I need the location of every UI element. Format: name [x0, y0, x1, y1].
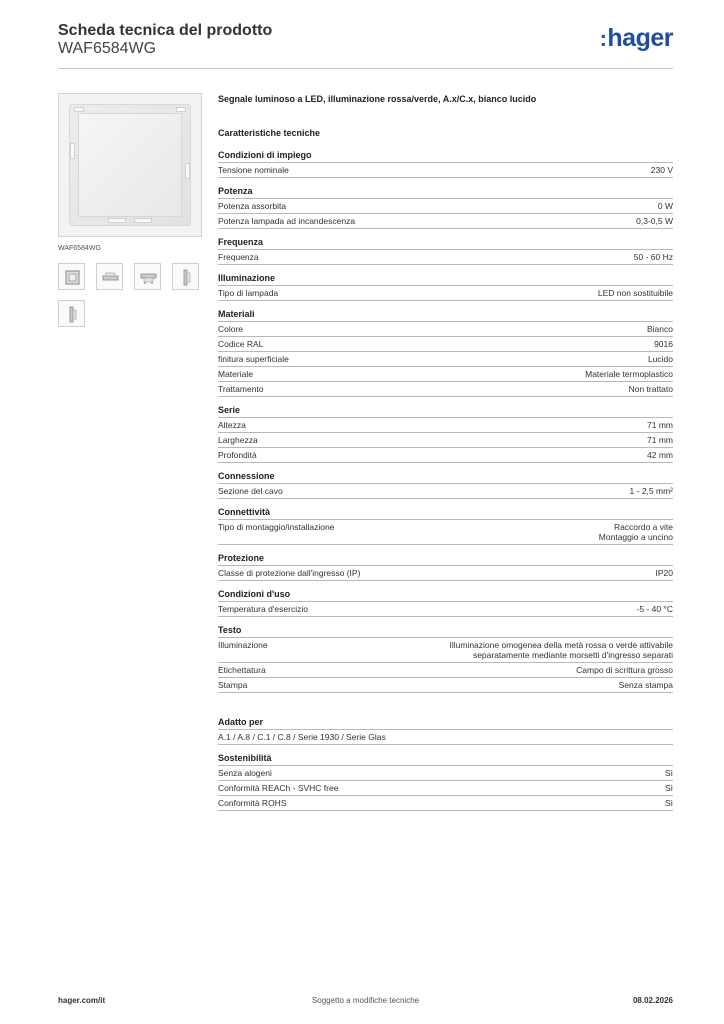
spec-label: Potenza assorbita [218, 201, 287, 211]
spec-value-line: Senza stampa [618, 680, 673, 690]
spec-row [218, 602, 673, 617]
spec-row [218, 781, 673, 796]
spec-label: Etichettatura [218, 665, 266, 675]
spec-label: Tipo di montaggio/installazione [218, 522, 335, 532]
header-divider [58, 68, 673, 69]
group-title: Potenza [218, 184, 673, 199]
spec-groups [218, 148, 673, 811]
spec-value-line: Illuminazione omogenea della metà rossa o verde attivabile [449, 640, 673, 650]
spec-label: Conformità REACh - SVHC free [218, 783, 339, 793]
spec-value-line: 1 - 2,5 mm² [629, 486, 673, 496]
spec-value-line: Non trattato [628, 384, 673, 394]
spec-value [268, 640, 673, 660]
spec-value-line: Sì [664, 768, 673, 778]
plate-slot [71, 144, 74, 158]
group-title: Condizioni di impiego [218, 148, 673, 163]
spec-value-line: 230 V [650, 165, 673, 175]
spec-label: Altezza [218, 420, 246, 430]
spec-value [258, 435, 673, 445]
spec-value-line: 9016 [654, 339, 673, 349]
spec-value-line: IP20 [655, 568, 673, 578]
side-view-icon[interactable] [172, 263, 199, 290]
spec-value [278, 288, 673, 298]
spec-row [218, 796, 673, 811]
spec-row [218, 638, 673, 663]
spec-value [334, 522, 673, 542]
spec-value-line: Campo di scrittura grosso [576, 665, 673, 675]
spec-value-line: LED non sostituibile [597, 288, 673, 298]
spec-label: Classe di protezione dall'ingresso (IP) [218, 568, 361, 578]
spec-value-line: 0,3-0,5 W [636, 216, 673, 226]
spec-row [218, 678, 673, 693]
spec-value-line: 50 - 60 Hz [633, 252, 673, 262]
spec-label: Profondità [218, 450, 257, 460]
plate-slot [109, 219, 125, 222]
spec-value [289, 354, 673, 364]
spec-row [218, 214, 673, 229]
spec-value [264, 384, 673, 394]
spec-value [243, 324, 673, 334]
spec-row [218, 163, 673, 178]
spec-label: Potenza lampada ad incandescenza [218, 216, 356, 226]
group-title: Serie [218, 403, 673, 418]
spec-row [218, 448, 673, 463]
spec-label: Senza alogeni [218, 768, 272, 778]
signal-lens [79, 114, 181, 216]
product-description: Segnale luminoso a LED, illuminazione rossa/verde, A.x/C.x, bianco lucido [218, 94, 537, 104]
spec-row [218, 367, 673, 382]
spec-value-line: Raccordo a vite [613, 522, 673, 532]
spec-value [289, 165, 673, 175]
spec-value-line: 0 W [657, 201, 673, 211]
spec-row [218, 286, 673, 301]
spec-row [218, 418, 673, 433]
spec-value [253, 369, 673, 379]
spec-value [355, 216, 673, 226]
spec-value [272, 768, 673, 778]
plate-slot [75, 108, 83, 111]
group-title: Protezione [218, 551, 673, 566]
page-header [58, 20, 673, 70]
spec-row [218, 730, 673, 745]
spec-value [287, 798, 674, 808]
spec-label: Materiale [218, 369, 253, 379]
spec-value [266, 665, 673, 675]
spec-value [360, 568, 673, 578]
top-view-icon[interactable] [96, 263, 123, 290]
plate-slot [135, 219, 151, 222]
group-title: Connettività [218, 505, 673, 520]
side-profile-icon[interactable] [58, 300, 85, 327]
group-title: Materiali [218, 307, 673, 322]
spec-label: Conformità ROHS [218, 798, 287, 808]
group-title: Connessione [218, 469, 673, 484]
spec-value-line: Lucido [647, 354, 673, 364]
spec-row [218, 382, 673, 397]
spec-row [218, 520, 673, 545]
plate-slot [186, 164, 189, 178]
spec-label: Colore [218, 324, 244, 334]
spec-value-line: -5 - 40 °C [636, 604, 673, 614]
spec-value-line: 71 mm [647, 420, 673, 430]
spec-value [263, 339, 673, 349]
spec-label: A.1 / A.8 / C.1 / C.8 / Serie 1930 / Serie Glas [218, 732, 386, 742]
spec-content [218, 94, 673, 811]
spec-value [246, 420, 673, 430]
spec-row [218, 663, 673, 678]
spec-value [257, 450, 673, 460]
group-title: Testo [218, 623, 673, 638]
spec-value-line: Sì [664, 783, 673, 793]
spec-row [218, 352, 673, 367]
spec-row [218, 199, 673, 214]
spec-label: Illuminazione [218, 640, 268, 650]
spec-row [218, 250, 673, 265]
spec-label: Trattamento [218, 384, 264, 394]
spec-label: Temperatura d'esercizio [218, 604, 308, 614]
spec-value [308, 604, 673, 614]
spec-value-line: Bianco [647, 324, 673, 334]
group-title: Sostenibilità [218, 751, 673, 766]
spec-label: finitura superficiale [218, 354, 289, 364]
spec-value-line: Sì [664, 798, 673, 808]
spec-value-line: Materiale termoplastico [585, 369, 673, 379]
spec-row [218, 566, 673, 581]
spec-row [218, 322, 673, 337]
spec-value-line: Montaggio a uncino [598, 532, 673, 542]
spec-row [218, 766, 673, 781]
spec-value [286, 201, 673, 211]
product-code: WAF6584WG [58, 40, 157, 57]
group-title: Illuminazione [218, 271, 673, 286]
spec-value [338, 783, 673, 793]
image-caption: WAF6584WG [58, 245, 101, 252]
spec-label: Larghezza [218, 435, 258, 445]
bottom-view-icon[interactable] [134, 263, 161, 290]
spec-value [259, 252, 673, 262]
spec-row [218, 433, 673, 448]
group-title: Condizioni d'uso [218, 587, 673, 602]
spec-label: Tipo di lampada [218, 288, 279, 298]
spec-value-line: separatamente mediante morsetti d'ingresso separati [472, 650, 673, 660]
footer-note: Soggetto a modifiche tecniche [311, 996, 420, 1005]
group-title: Frequenza [218, 235, 673, 250]
spec-value [283, 486, 673, 496]
group-title: Adatto per [218, 715, 673, 730]
spec-label: Codice RAL [218, 339, 264, 349]
product-image [58, 93, 202, 237]
spec-value-line: 42 mm [647, 450, 673, 460]
logo-text: hager [607, 24, 673, 52]
spec-label: Stampa [218, 680, 248, 690]
front-view-icon[interactable] [58, 263, 85, 290]
spec-value-line: 71 mm [647, 435, 673, 445]
spec-row [218, 484, 673, 499]
spec-label: Sezione del cavo [218, 486, 283, 496]
spec-label: Frequenza [218, 252, 259, 262]
spec-row [218, 337, 673, 352]
hager-logo: :hager [599, 24, 673, 52]
footer-date: 08.02.2026 [632, 996, 673, 1005]
footer-website[interactable]: hager.com/it [58, 996, 106, 1005]
characteristics-heading: Caratteristiche tecniche [218, 128, 321, 138]
plate-slot [177, 108, 185, 111]
page-footer [58, 996, 673, 1010]
spec-label: Tensione nominale [218, 165, 289, 175]
page-title: Scheda tecnica del prodotto [58, 22, 273, 39]
spec-value [247, 680, 673, 690]
